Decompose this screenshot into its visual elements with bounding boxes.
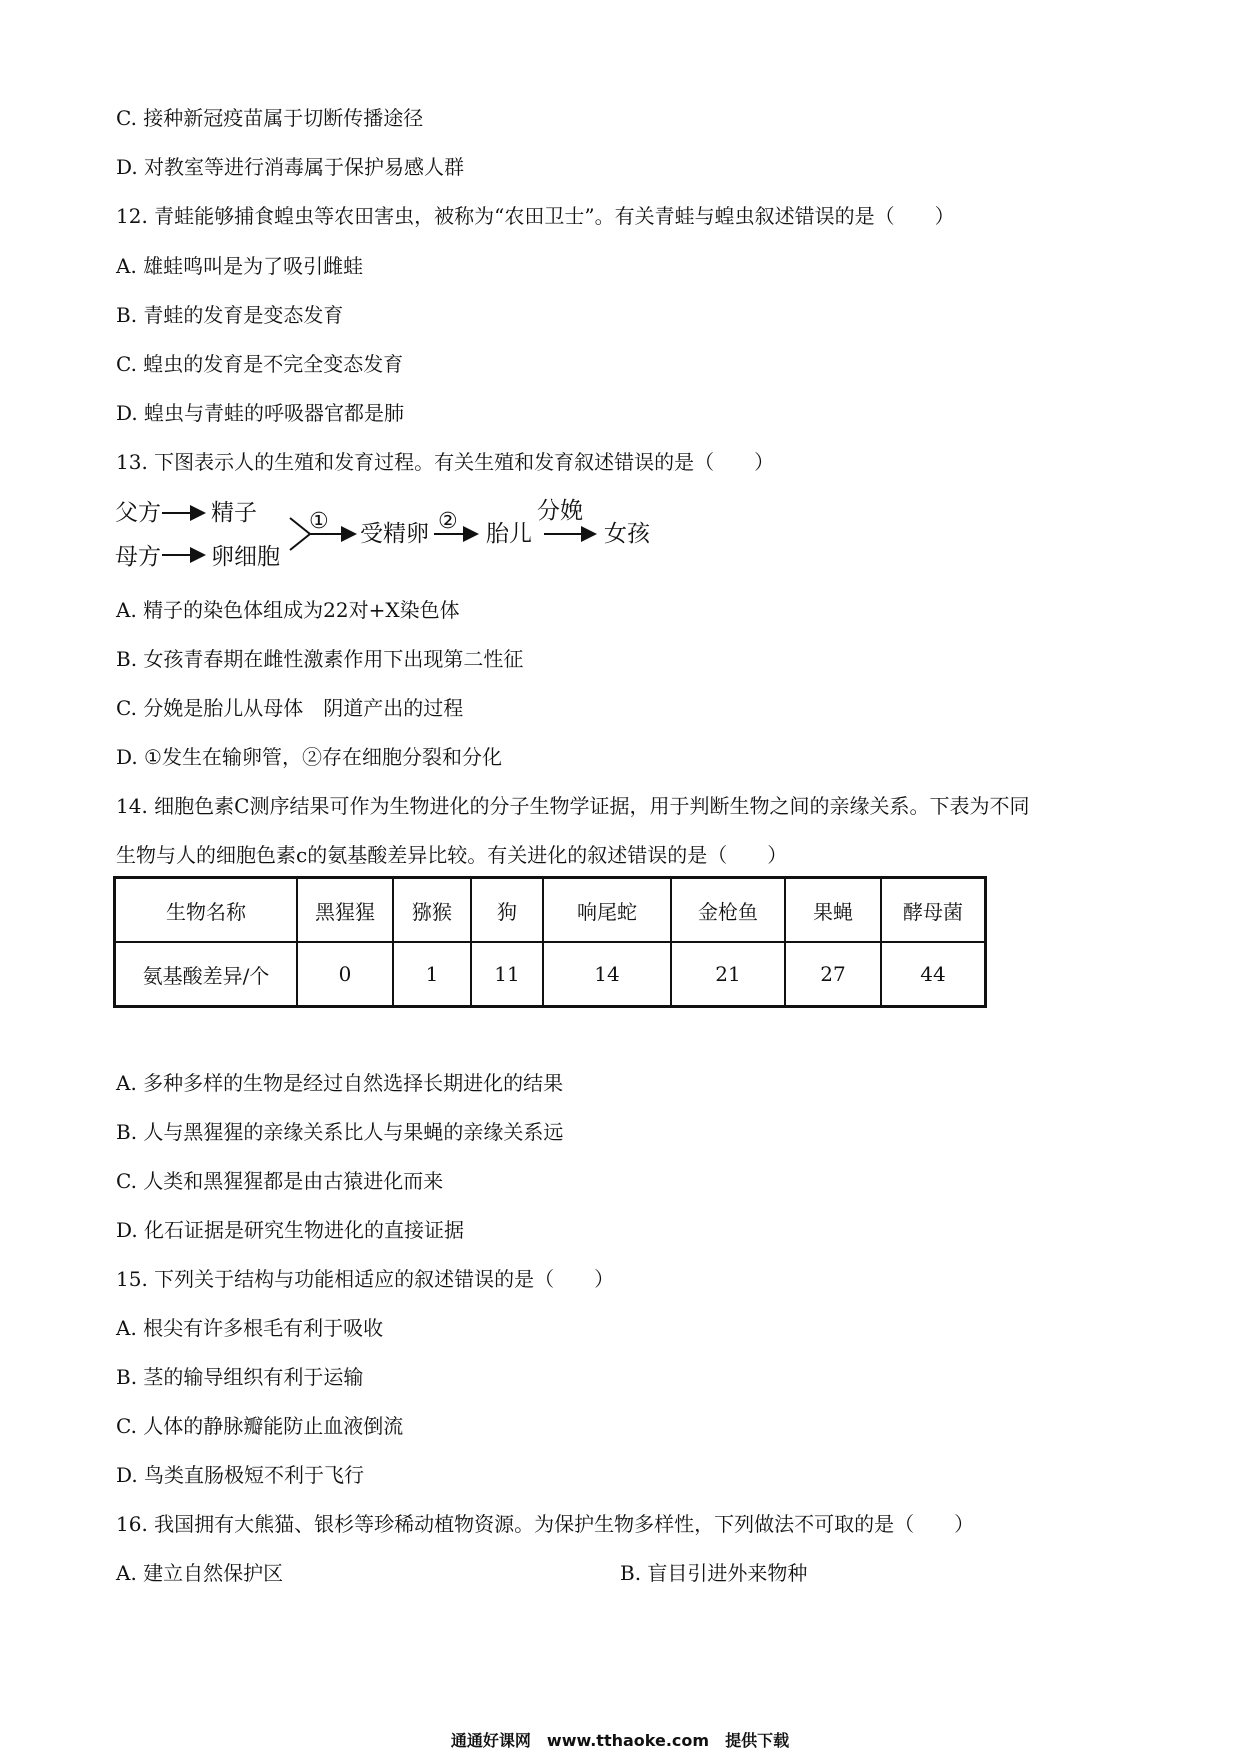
diagram-fetus: 胎儿: [486, 521, 532, 547]
table-header-cell: 猕猴: [393, 878, 471, 943]
table-header-cell: 酵母菌: [881, 878, 986, 943]
q14-option-b: B. 人与黑猩猩的亲缘关系比人与果蝇的亲缘关系远: [116, 1120, 564, 1144]
q15-stem: 15. 下列关于结构与功能相适应的叙述错误的是（ ）: [116, 1267, 615, 1291]
q15-option-a: A. 根尖有许多根毛有利于吸收: [116, 1316, 384, 1340]
page-footer: 通通好课网 www.tthaoke.com 提供下载: [450, 1731, 790, 1750]
q14-stem-line2: 生物与人的细胞色素c的氨基酸差异比较。有关进化的叙述错误的是（ ）: [116, 843, 788, 867]
diagram-zygote: 受精卵: [360, 521, 429, 547]
cytochrome-c-table: [113, 876, 987, 1008]
table-cell: 21: [671, 942, 785, 1007]
merge-line-bottom: [290, 534, 310, 550]
table-row: [115, 942, 986, 1007]
table-header-cell: 响尾蛇: [543, 878, 671, 943]
q16-stem: 16. 我国拥有大熊猫、银杉等珍稀动植物资源。为保护生物多样性，下列做法不可取的是（ ）: [116, 1512, 975, 1536]
q13-option-a: A. 精子的染色体组成为22对+X染色体: [116, 598, 460, 622]
diagram-father: 父方: [115, 500, 161, 526]
q15-option-c: C. 人体的静脉瓣能防止血液倒流: [116, 1414, 404, 1438]
q13-stem: 13. 下图表示人的生殖和发育过程。有关生殖和发育叙述错误的是（ ）: [116, 450, 775, 474]
q15-option-d: D. 鸟类直肠极短不利于飞行: [116, 1463, 365, 1487]
table-header-row: [115, 878, 986, 943]
q15-option-b: B. 茎的输导组织有利于运输: [116, 1365, 364, 1389]
diagram-step1-marker: ①: [309, 509, 329, 534]
table-header-cell: 黑猩猩: [297, 878, 393, 943]
diagram-step2-marker: ②: [438, 509, 458, 534]
table-header-cell: 金枪鱼: [671, 878, 785, 943]
q11-option-c: C. 接种新冠疫苗属于切断传播途径: [116, 106, 424, 130]
q16-option-a: A. 建立自然保护区: [116, 1561, 284, 1585]
table-header-cell: 狗: [471, 878, 543, 943]
q16-option-b: B. 盲目引进外来物种: [620, 1561, 808, 1585]
merge-line-top: [290, 518, 310, 534]
diagram-egg: 卵细胞: [211, 544, 280, 570]
q12-option-a: A. 雄蛙鸣叫是为了吸引雌蛙: [116, 254, 364, 278]
q12-option-b: B. 青蛙的发育是变态发育: [116, 303, 344, 327]
diagram-sperm: 精子: [211, 500, 257, 526]
diagram-mother: 母方: [115, 544, 161, 570]
reproduction-diagram: [112, 490, 672, 580]
q13-option-b: B. 女孩青春期在雌性激素作用下出现第二性征: [116, 647, 524, 671]
q12-option-d: D. 蝗虫与青蛙的呼吸器官都是肺: [116, 401, 405, 425]
q13-option-d: D. ①发生在输卵管，②存在细胞分裂和分化: [116, 745, 502, 769]
q14-option-d: D. 化石证据是研究生物进化的直接证据: [116, 1218, 465, 1242]
table-cell: 11: [471, 942, 543, 1007]
q11-option-d: D. 对教室等进行消毒属于保护易感人群: [116, 155, 465, 179]
table-cell: 0: [297, 942, 393, 1007]
diagram-birth-label: 分娩: [537, 498, 583, 524]
table-cell: 14: [543, 942, 671, 1007]
q12-stem: 12. 青蛙能够捕食蝗虫等农田害虫，被称为“农田卫士”。有关青蛙与蝗虫叙述错误的是（ ）: [116, 204, 955, 228]
table-header-cell: 生物名称: [115, 878, 298, 943]
q14-stem-line1: 14. 细胞色素C测序结果可作为生物进化的分子生物学证据，用于判断生物之间的亲缘关系。下表为不同: [116, 794, 1030, 818]
table-cell: 氨基酸差异/个: [115, 942, 298, 1007]
q14-option-c: C. 人类和黑猩猩都是由古猿进化而来: [116, 1169, 444, 1193]
q12-option-c: C. 蝗虫的发育是不完全变态发育: [116, 352, 404, 376]
q14-option-a: A. 多种多样的生物是经过自然选择长期进化的结果: [116, 1071, 564, 1095]
table-header-cell: 果蝇: [785, 878, 881, 943]
table-cell: 1: [393, 942, 471, 1007]
q13-option-c: C. 分娩是胎儿从母体 阴道产出的过程: [116, 696, 464, 720]
diagram-girl: 女孩: [604, 521, 650, 547]
table-cell: 44: [881, 942, 986, 1007]
table-cell: 27: [785, 942, 881, 1007]
